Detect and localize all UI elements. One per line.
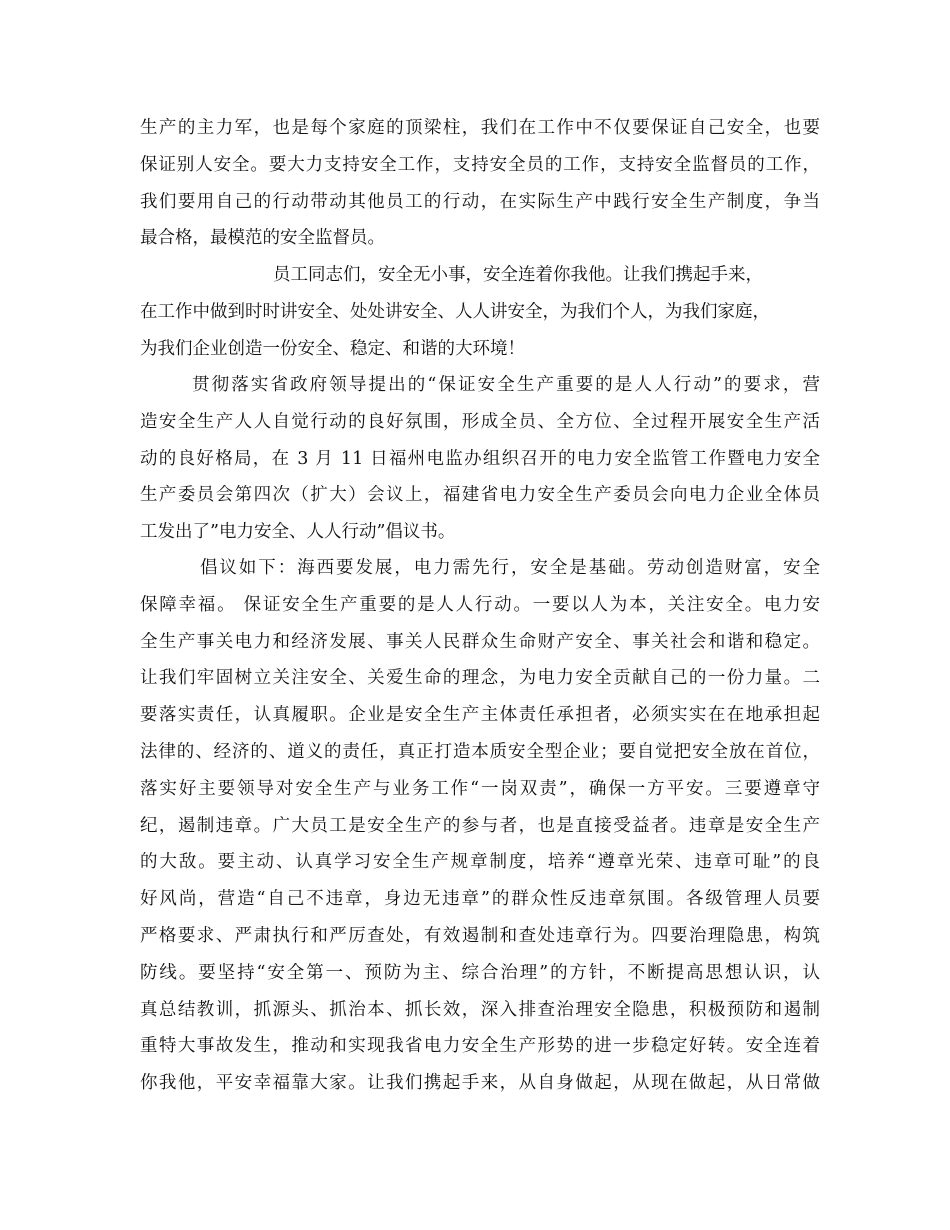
text-line: 的大敌。要主动、认真学习安全生产规章制度，培养“遵章光荣、违章可耻”的良 bbox=[140, 852, 820, 873]
text-line: 员工同志们，安全无小事，安全连着你我他。让我们携起手来， bbox=[273, 265, 763, 285]
text-line: 法律的、经济的、道义的责任，真正打造本质安全型企业；要自觉把安全放在首位， bbox=[140, 741, 820, 762]
text-line: 保障幸福。 保证安全生产重要的是人人行动。一要以人为本，关注安全。电力安 bbox=[140, 594, 820, 615]
text-line: 重特大事故发生，推动和实现我省电力安全生产形势的进一步稳定好转。安全连着 bbox=[140, 1036, 820, 1057]
text-line: 要落实责任，认真履职。企业是安全生产主体责任承担者，必须实实在在地承担起 bbox=[140, 705, 820, 726]
text-line: 落实好主要领导对安全生产与业务工作“一岗双责”，确保一方平安。三要遵章守 bbox=[140, 778, 820, 799]
text-line: 真总结教训，抓源头、抓治本、抓长效，深入排查治理安全隐患，积极预防和遏制 bbox=[140, 999, 820, 1020]
text-line: 为我们企业创造一份安全、稳定、和谐的大环境！ bbox=[140, 338, 525, 359]
text-line: 倡议如下：海西要发展，电力需先行，安全是基础。劳动创造财富，安全 bbox=[200, 558, 820, 578]
text-line: 生产的主力军，也是每个家庭的顶梁柱，我们在工作中不仅要保证自己安全，也要 bbox=[140, 118, 820, 138]
paragraph-3 bbox=[140, 367, 820, 551]
paragraph-4 bbox=[140, 550, 820, 1102]
text-line: 让我们牢固树立关注安全、关爱生命的理念，为电力安全贡献自己的一份力量。二 bbox=[140, 668, 820, 689]
text-line: 你我他，平安幸福靠大家。让我们携起手来，从自身做起，从现在做起，从日常做 bbox=[140, 1073, 820, 1094]
text-line: 贯彻落实省政府领导提出的“保证安全生产重要的是人人行动”的要求，营 bbox=[192, 375, 820, 395]
text-line: 工发出了”电力安全、人人行动”倡议书。 bbox=[140, 522, 456, 543]
text-line: 纪，遏制违章。广大员工是安全生产的参与者，也是直接受益者。违章是安全生产 bbox=[140, 815, 820, 836]
text-line: 全生产事关电力和经济发展、事关人民群众生命财产安全、事关社会和谐和稳定。 bbox=[140, 631, 820, 652]
text-line: 造安全生产人人自觉行动的良好氛围，形成全员、全方位、全过程开展安全生产活 bbox=[140, 411, 820, 432]
text-line: 动的良好格局，在 3 月 11 日福州电监办组织召开的电力安全监管工作暨电力安全 bbox=[140, 448, 820, 469]
text-line: 防线。要坚持“安全第一、预防为主、综合治理”的方针，不断提高思想认识，认 bbox=[140, 962, 820, 983]
text-line: 在工作中做到时时讲安全、处处讲安全、人人讲安全，为我们个人，为我们家庭， bbox=[140, 301, 770, 322]
text-line: 好风尚，营造“自己不违章，身边无违章”的群众性反违章氛围。各级管理人员要 bbox=[140, 889, 820, 910]
paragraph-2 bbox=[140, 257, 820, 367]
text-line: 我们要用自己的行动带动其他员工的行动，在实际生产中践行安全生产制度，争当 bbox=[140, 191, 820, 212]
text-line: 保证别人安全。要大力支持安全工作，支持安全员的工作，支持安全监督员的工作， bbox=[140, 154, 820, 175]
paragraph-1 bbox=[140, 110, 820, 257]
text-line: 最合格，最模范的安全监督员。 bbox=[140, 228, 385, 249]
text-line: 生产委员会第四次（扩大）会议上，福建省电力安全生产委员会向电力企业全体员 bbox=[140, 485, 820, 506]
text-line: 严格要求、严肃执行和严厉查处，有效遏制和查处违章行为。四要治理隐患，构筑 bbox=[140, 925, 820, 946]
